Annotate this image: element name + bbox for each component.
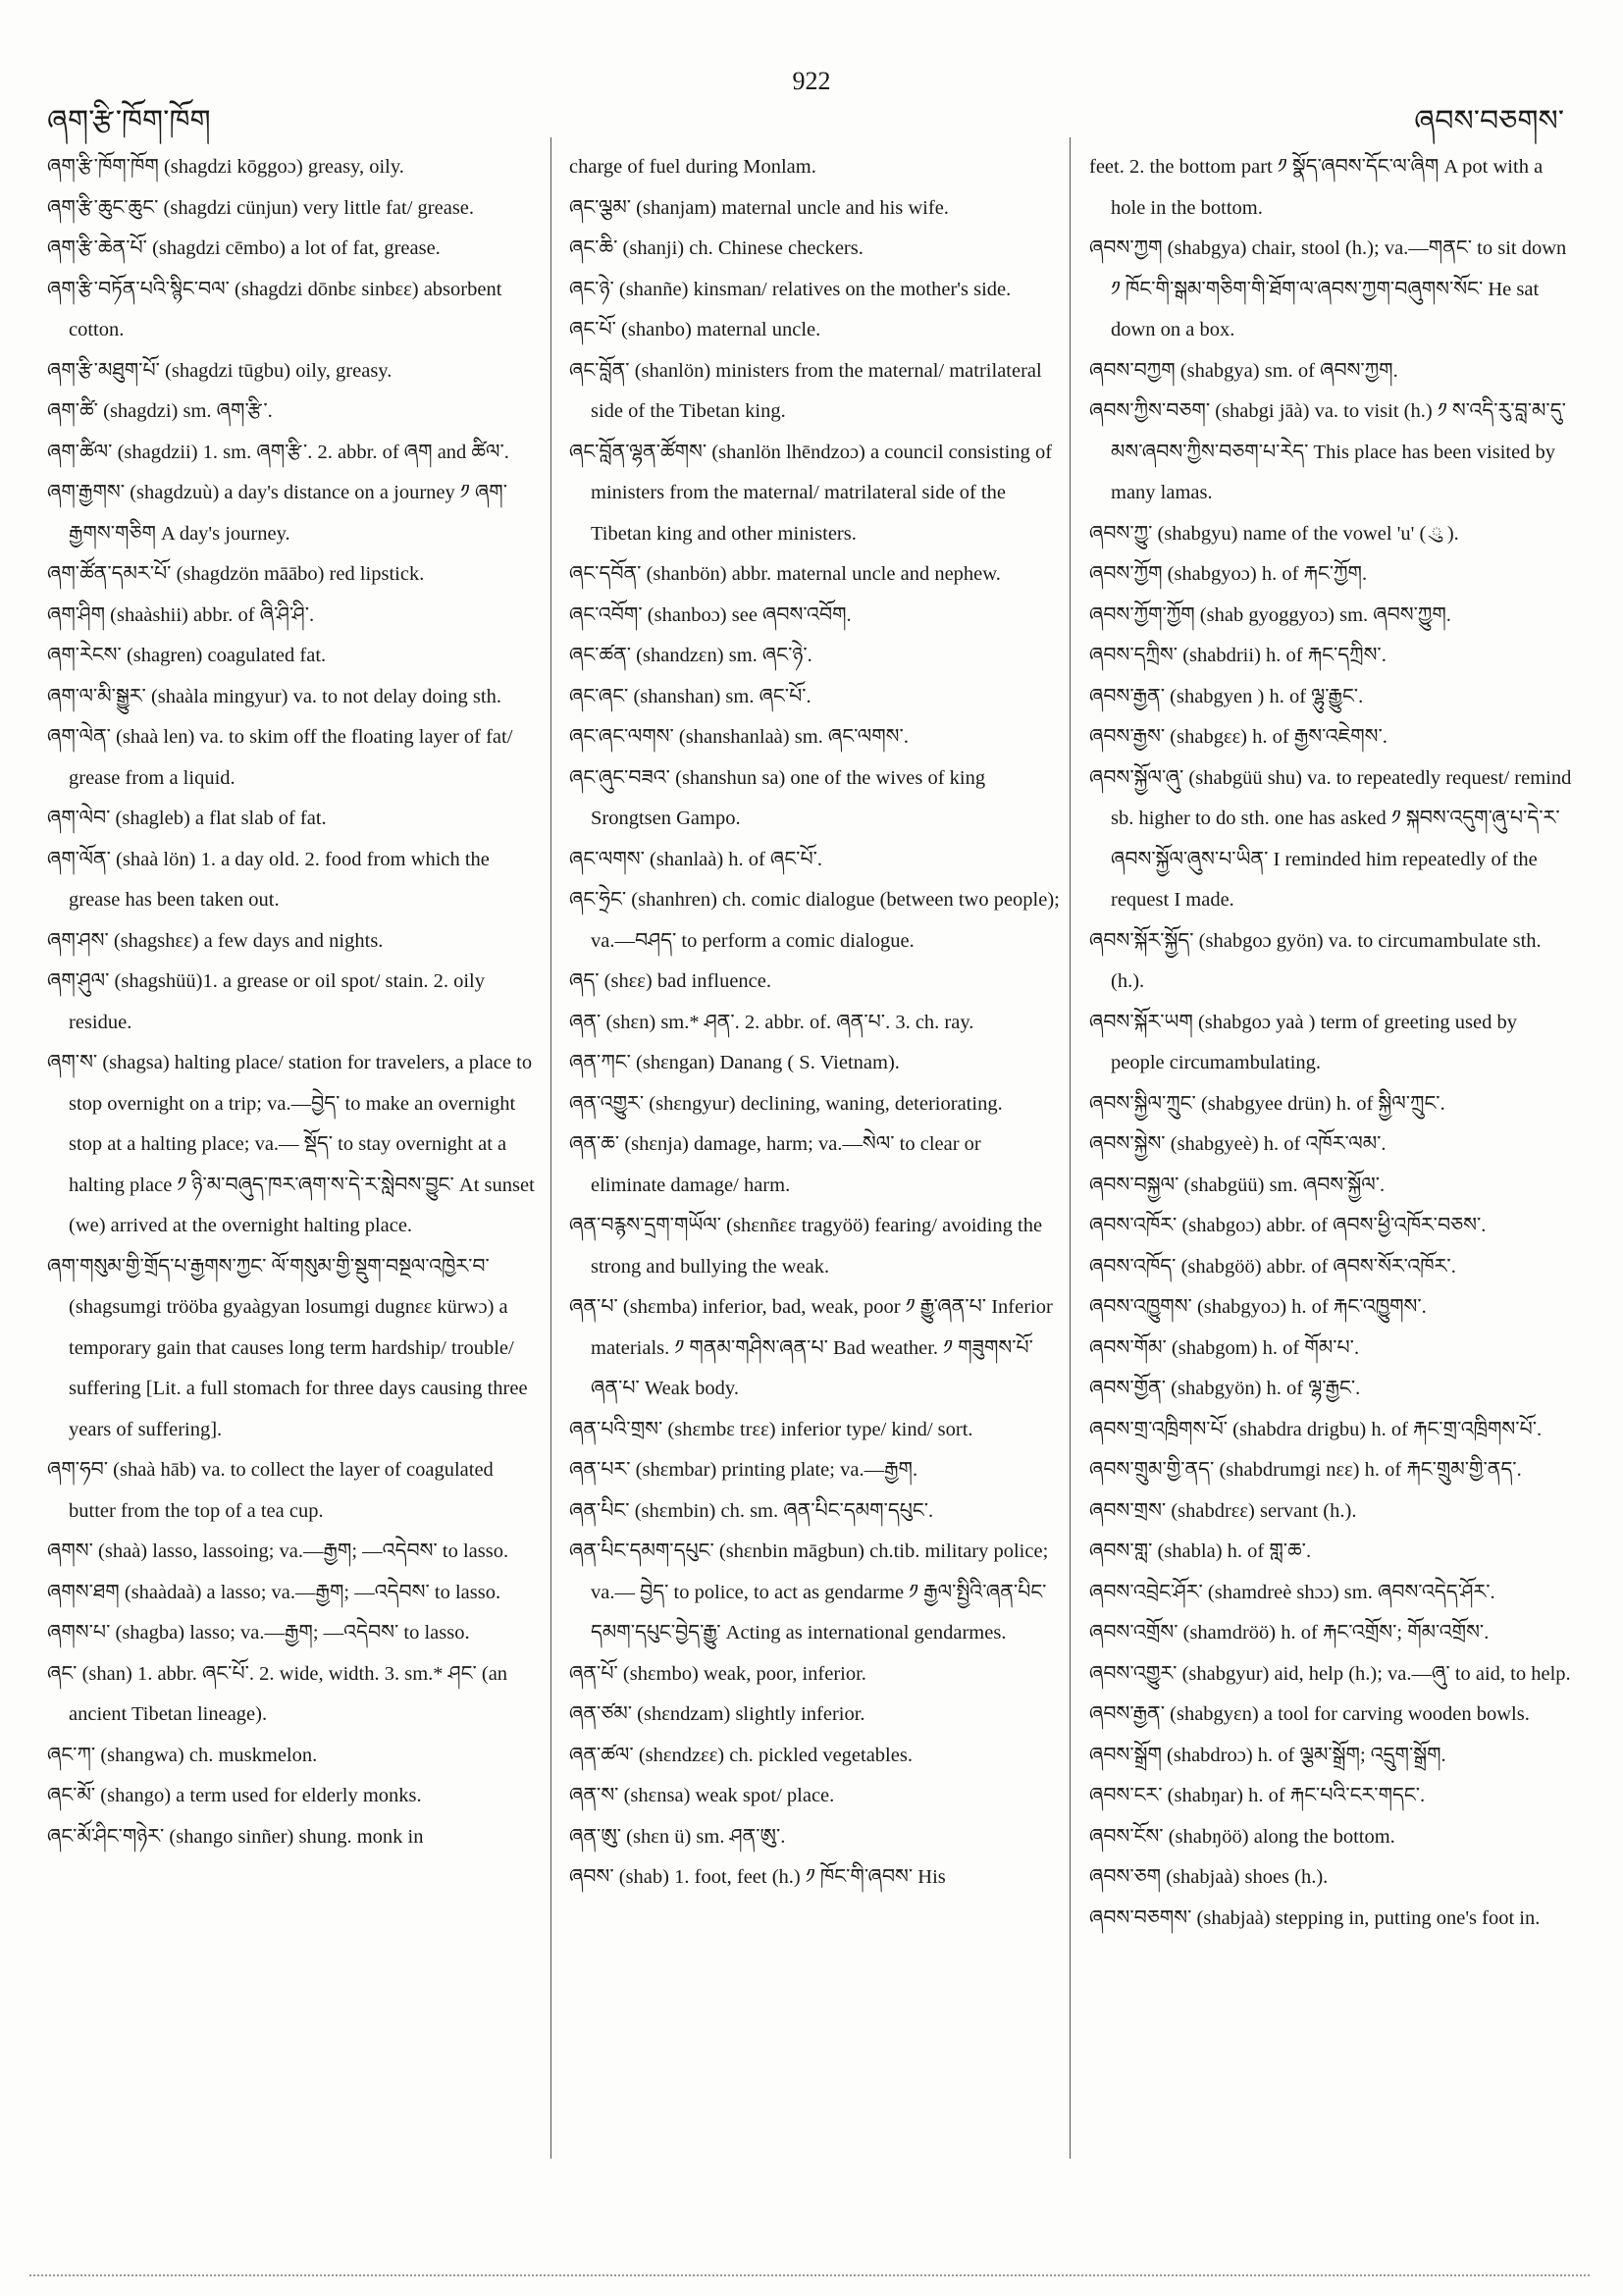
dictionary-entry: ཞབས་བཀྱག (shabgya) sm. of ཞབས་ཀྱག. [1089, 359, 1398, 382]
dictionary-entry: ཞད་ (shɛɛ) bad influence. [569, 970, 771, 992]
dictionary-entry: ཞབས་འཁོར་ (shabgoɔ) abbr. of ཞབས་ཕྱི་འཁོར་བཅས་. [1089, 1215, 1487, 1236]
dictionary-entry: ཞབས་གྲ་འཁྲིགས་པོ་ (shabdra drigbu) h. of རྐང་གྲ་འཁྲིགས་པོ་. [1089, 1418, 1543, 1440]
dictionary-entry: ཞགས་པ་ (shagba) lasso; va.—རྒྱག; —འདེབས་ to lasso. [47, 1622, 470, 1644]
dictionary-column-3 [1089, 147, 1575, 1939]
dictionary-entry: ཞབས་ཅག (shabjaà) shoes (h.). [1089, 1866, 1329, 1888]
dictionary-entry: ཞང་ཞང་ལགས་ (shanshanlaà) sm. ཞང་ལགས་. [569, 726, 909, 748]
dictionary-entry: ཞག་ཚི་ (shagdzi) sm. ཞག་རྩི་. [47, 400, 273, 422]
dictionary-entry: ཞག་རྩི་ཆུང་ཆུང་ (shagdzi cünjun) very little fat/ grease. [47, 196, 475, 219]
dictionary-entry: ཞབས་ཀྱོག་ཀྱོག (shab gyoggyoɔ) sm. ཞབས་ཀྱུག. [1089, 603, 1451, 626]
dictionary-entry: ཞང་པོ་ (shanbo) maternal uncle. [569, 319, 821, 340]
dictionary-entry: ཞན་ཙམ་ (shɛndzam) slightly inferior. [569, 1703, 865, 1725]
dictionary-entry: ཞང་ཉེ་ (shanñe) kinsman/ relatives on the mother's side. [569, 278, 1012, 300]
dictionary-entry: ཞག་ཚིལ་ (shagdzii) 1. sm. ཞག་རྩི་. 2. abbr. of ཞག and ཚིལ་. [47, 441, 509, 463]
dictionary-entry: ཞང་མོ་ (shango) a term used for elderly monks. [47, 1785, 422, 1806]
dictionary-column-1 [47, 147, 538, 1857]
dictionary-entry: ཞང་ལགས་ (shanlaà) h. of ཞང་པོ་. [569, 848, 823, 870]
column-divider [1070, 137, 1071, 2159]
dictionary-entry: ཞབས་བཅགས་ (shabjaà) stepping in, putting one's foot in. [1089, 1906, 1541, 1929]
dictionary-entry: ཞགས་ཐག (shaàdaà) a lasso; va.—རྒྱག; —འདེབས་ to lasso. [47, 1581, 501, 1603]
dictionary-entry: ཞན་པིང་ (shɛmbin) ch. sm. ཞན་པིང་དམག་དཔུང་. [569, 1499, 934, 1522]
dictionary-entry: ཞབས་འགྲོས་ (shamdröö) h. of རྐང་འགྲོས་; གོམ་འགྲོས་. [1089, 1622, 1490, 1644]
dictionary-entry: ཞབས་འཁྱུགས་ (shabgyoɔ) h. of རྐང་འཁྱུགས་. [1089, 1296, 1427, 1318]
dictionary-entry: ཞན་པའི་གྲས་ (shɛmbɛ trɛɛ) inferior type/ kind/ sort. [569, 1418, 973, 1440]
dictionary-entry: ཞབས་འབྲེང་ཤོར་ (shamdreè shɔɔ) sm. ཞབས་འདེད་ཤོར་. [1089, 1581, 1495, 1603]
dictionary-entry: ཞག་ཤུལ་ (shagshüü)1. a grease or oil spot/ stain. 2. oily residue. [47, 970, 485, 1033]
dictionary-entry: ཞབས་སྒྲོག (shabdroɔ) h. of ལྕམ་སྒྲོག; འདྲུག་སྒྲོག. [1089, 1744, 1446, 1766]
dictionary-entry: ཞབས་སྐོར་ཡག (shabgoɔ yaà ) term of greeting used by people circumambulating. [1089, 1011, 1518, 1073]
running-head-right: ཞབས་བཅགས་ [1414, 105, 1564, 137]
dictionary-entry: ཞན་ཨུ་ (shɛn ü) sm. ཤན་ཨུ་. [569, 1825, 786, 1848]
dictionary-entry: ཞང་ཚན་ (shandzɛn) sm. ཞང་ཉེ་. [569, 645, 812, 666]
dictionary-entry: ཞན་པར་ (shɛmbar) printing plate; va.—རྒྱག. [569, 1459, 918, 1481]
dictionary-entry: ཞག་ལེབ་ (shagleb) a flat slab of fat. [47, 808, 327, 829]
dictionary-entry: ཞན་པ་ (shɛmba) inferior, bad, weak, poor ༡ རྒྱུ་ཞན་པ་ Inferior materials. ༡ གནམ་གཤིས་ཞན་པ་ Bad weather. ༡ གཟུགས་པོ་ཞན་པ་ Weak body. [569, 1296, 1053, 1399]
dictionary-entry: ཞགས་ (shaà) lasso, lassoing; va.—རྒྱག; —འདེབས་ to lasso. [47, 1540, 509, 1562]
dictionary-entry: ཞག་རེངས་ (shagren) coagulated fat. [47, 645, 327, 666]
dictionary-entry: ཞབས་འཁོད་ (shabgöö) abbr. of ཞབས་སོར་འཁོར་. [1089, 1255, 1456, 1278]
dictionary-entry: ཞབས་སྐྱིལ་ཀྲུང་ (shabgyee drün) h. of སྐྱིལ་ཀྲུང་. [1089, 1092, 1445, 1115]
dictionary-entry: ཞབས་ངོས་ (shabŋöö) along the bottom. [1089, 1825, 1395, 1848]
dictionary-entry: ཞག་རྩི་མཐུག་པོ་ (shagdzi tūgbu) oily, greasy. [47, 359, 393, 382]
dictionary-entry: ཞབས་ཀྱུ་ (shabgyu) name of the vowel 'u' ( ུ ). [1089, 522, 1459, 545]
dictionary-entry: ཞག་ལོན་ (shaà lön) 1. a day old. 2. food from which the grease has been taken out. [47, 848, 490, 911]
dictionary-entry: ཞག་རྩི་ཆེན་པོ་ (shagdzi cēmbo) a lot of fat, grease. [47, 237, 441, 259]
column-divider [550, 137, 551, 2159]
dictionary-entry: ཞང་ཞང་ (shanshan) sm. ཞང་པོ་. [569, 685, 812, 707]
dictionary-entry: ཞན་པོ་ (shɛmbo) weak, poor, inferior. [569, 1662, 866, 1685]
dictionary-entry: ཞབས་ཀྱིས་བཅག་ (shabgi jāà) va. to visit (h.) ༡ ས་འདི་རུ་བླ་མ་དུ་མས་ཞབས་ཀྱིས་བཅག་པ་རེད་ This place has been visited by many lamas. [1089, 400, 1566, 503]
dictionary-entry: ཞང་དབོན་ (shanbön) abbr. maternal uncle and nephew. [569, 563, 1001, 585]
dictionary-entry: ཞག་ཤས་ (shagshɛɛ) a few days and nights. [47, 929, 384, 952]
dictionary-entry: ཞན་ས་ (shɛnsa) weak spot/ place. [569, 1785, 835, 1806]
dictionary-entry: ཞབས་གྲས་ (shabdrɛɛ) servant (h.). [1089, 1499, 1357, 1522]
dictionary-entry: ཞང་བློན་ལྷན་ཚོགས་ (shanlön lhēndzoɔ) a council consisting of ministers from the maternal/ matrilateral side of the Tibetan king and other ministers. [569, 441, 1053, 545]
dictionary-entry: ཞན་ཀང་ (shɛngan) Danang ( S. Vietnam). [569, 1052, 900, 1073]
dictionary-entry: ཞབས་གོམ་ (shabgom) h. of གོམ་པ་. [1089, 1336, 1360, 1359]
dictionary-entry: ཞབས་རྒྱན་ (shabgyen ) h. of ལྷུ་རྒྱུང་. [1089, 685, 1364, 707]
dictionary-entry: ཞབས་རྒྱན་ (shabgyɛn) a tool for carving wooden bowls. [1089, 1703, 1530, 1725]
page-header [0, 59, 1623, 137]
dictionary-entry: ཞབས་གྲུམ་གྱི་ནད་ (shabdrumgi nɛɛ) h. of རྐང་གྲུམ་གྱི་ནད་. [1089, 1459, 1522, 1481]
dictionary-entry: ཞན་པིང་དམག་དཔུང་ (shɛnbin māgbun) ch.tib. military police; va.— བྱེད་ to police, to act as gendarme ༡ རྒྱལ་སྤྱིའི་ཞན་པིང་དམག་དཔུང་བྱེད་རྒྱུ་ Acting as international gendarmes. [569, 1540, 1049, 1644]
dictionary-entry: ཞབས་རྒྱས་ (shabgɛɛ) h. of རྒྱས་འཇེགས་. [1089, 726, 1387, 748]
dictionary-entry: ཞག་ལེན་ (shaà len) va. to skim off the floating layer of fat/ grease from a liquid. [47, 726, 513, 789]
dictionary-entry: ཞབས་གླ་ (shabla) h. of གླ་ཆ་. [1089, 1540, 1312, 1562]
dictionary-entry: ཞག་ས་ (shagsa) halting place/ station for travelers, a place to stop overnight on a trip; va.—བྱེད་ to make an overnight stop at a halting place; va.— སྡོད་ to stay overnight at a halting place ༡ ཉི་མ་བཞུད་ཁར་ཞག་ས་དེ་ར་སླེབས་བྱུང་ At sunset (we) arrived at the overnight halting place. [47, 1052, 535, 1236]
dictionary-entry: feet. 2. the bottom part ༡ སྣོད་ཞབས་དོང་ལ་ཞིག A pot with a hole in the bottom. [1089, 156, 1544, 219]
dictionary-entry: ཞག་རྩི་ཁོག་ཁོག (shagdzi kōggoɔ) greasy, oily. [47, 156, 404, 178]
dictionary-entry: ཞང་ཆི་ (shanji) ch. Chinese checkers. [569, 237, 864, 259]
dictionary-entry: ཞང་མོ་ཤིང་གཉེར་ (shango sinñer) shung. monk in [47, 1825, 424, 1848]
dictionary-entry: ཞང་ཀ་ (shangwa) ch. muskmelon. [47, 1744, 318, 1766]
dictionary-entry: ཞག་ཚོན་དམར་པོ་ (shagdzön māābo) red lipstick. [47, 563, 425, 585]
dictionary-entry: ཞན་འགྱུར་ (shɛngyur) declining, waning, deteriorating. [569, 1092, 1003, 1115]
dictionary-entry: ཞབས་སྐྱེས་ (shabgyeè) h. of འཁོར་ལམ་. [1089, 1133, 1387, 1155]
running-head-left: ཞག་རྩི་ཁོག་ཁོག [47, 105, 211, 137]
dictionary-entry: ཞག་ཤིག (shaàshii) abbr. of ཞི་ཤི་ཤི་. [47, 603, 315, 626]
dictionary-entry: ཞབས་ངར་ (shabŋar) h. of རྐང་པའི་ངར་གདང་. [1089, 1785, 1426, 1806]
dictionary-entry: ཞན་ཆ་ (shɛnja) damage, harm; va.—སེལ་ to clear or eliminate damage/ harm. [569, 1133, 981, 1196]
dictionary-entry: ཞང་ཧྲེང་ (shanhren) ch. comic dialogue (between two people); va.—བཤད་ to perform a comic dialogue. [569, 889, 1060, 952]
dictionary-entry: ཞག་གསུམ་གྱི་གྲོད་པ་རྒྱགས་ཀྱང་ ལོ་གསུམ་གྱི་སྡུག་བསྔལ་འཁྱེར་བ་ (shagsumgi trööba gyaàgyan losumgi dugnɛɛ kürwɔ) a temporary gain that causes long term hardship/ trouble/ suffering [Lit. a full stomach for three days causing three years of suffering]. [47, 1255, 528, 1440]
dictionary-entry: ཞབས་བསྐྱལ་ (shabgüü) sm. ཞབས་སྐྱོལ་. [1089, 1174, 1386, 1196]
dictionary-entry: ཞག་ལ་མི་སྒྱུར་ (shaàla mingyur) va. to not delay doing sth. [47, 685, 501, 707]
dictionary-entry: ཞང་ (shan) 1. abbr. ཞང་པོ་. 2. wide, width. 3. sm.* ཤང་ (an ancient Tibetan lineage). [47, 1662, 508, 1725]
dictionary-column-2 [569, 147, 1060, 1899]
dictionary-entry: ཞང་བློན་ (shanlön) ministers from the maternal/ matrilateral side of the Tibetan king. [569, 359, 1042, 422]
dictionary-entry: charge of fuel during Monlam. [569, 156, 816, 178]
dictionary-entry: ཞག་རྩི་བཏོན་པའི་སྙིང་བལ་ (shagdzi dōnbɛ sinbɛɛ) absorbent cotton. [47, 278, 502, 340]
dictionary-entry: ཞབས་སྐྱོལ་ཞུ་ (shabgüü shu) va. to repeatedly request/ remind sb. higher to do sth. one has asked ༡ སྐབས་འདུག་ཞུ་པ་དེ་ར་ཞབས་སྐྱོལ་ཞུས་པ་ཡིན་ I reminded him repeatedly of the request I made. [1089, 766, 1572, 911]
dictionary-entry: ཞབས་འགྱུར་ (shabgyur) aid, help (h.); va.—ཞུ་ to aid, to help. [1089, 1662, 1571, 1685]
page-bottom-rule [29, 2274, 1590, 2276]
dictionary-entry: ཞབས་དཀྲིས་ (shabdrii) h. of རྐང་དཀྲིས་. [1089, 645, 1387, 666]
dictionary-entry: ཞན་ཚལ་ (shɛndzɛɛ) ch. pickled vegetables. [569, 1744, 913, 1766]
dictionary-entry: ཞབས་ཀྱག (shabgya) chair, stool (h.); va.—གནང་ to sit down ༡ ཁོང་གི་སྒམ་གཅིག་གི་ཐོག་ལ་ཞབས་ཀྱག་བཞུགས་སོང་ He sat down on a box. [1089, 237, 1567, 340]
dictionary-entry: ཞག་རྒྱགས་ (shagdzuù) a day's distance on a journey ༡ ཞག་རྒྱགས་གཅིག A day's journey. [47, 482, 508, 545]
dictionary-entry: ཞག་ཧབ་ (shaà hāb) va. to collect the layer of coagulated butter from the top of a tea cup. [47, 1459, 494, 1522]
dictionary-entry: ཞང་ཞུང་བཟའ་ (shanshun sa) one of the wives of king Srongtsen Gampo. [569, 766, 986, 829]
dictionary-entry: ཞང་ལྕམ་ (shanjam) maternal uncle and his wife. [569, 196, 949, 219]
dictionary-entry: ཞང་འབོག་ (shanboɔ) see ཞབས་འབོག. [569, 603, 852, 626]
dictionary-entry: ཞབས་ (shab) 1. foot, feet (h.) ༡ ཁོང་གི་ཞབས་ His [569, 1866, 946, 1888]
page-number: 922 [792, 67, 831, 95]
dictionary-entry: ཞན་ (shɛn) sm.* ཤན་. 2. abbr. of. ཞན་པ་. 3. ch. ray. [569, 1011, 974, 1033]
dictionary-entry: ཞབས་གྱོན་ (shabgyön) h. of ལྷ་རྒྱང་. [1089, 1378, 1361, 1399]
dictionary-entry: ཞབས་སྐོར་སྐྱོད་ (shabgoɔ gyön) va. to circumambulate sth. (h.). [1089, 929, 1542, 992]
dictionary-entry: ཞན་བརྙས་དྲག་གཡོལ་ (shɛnñɛɛ tragyöö) fearing/ avoiding the strong and bullying the weak. [569, 1215, 1043, 1278]
dictionary-entry: ཞབས་ཀྱོག (shabgyoɔ) h. of རྐང་ཀྱོག. [1089, 563, 1368, 585]
